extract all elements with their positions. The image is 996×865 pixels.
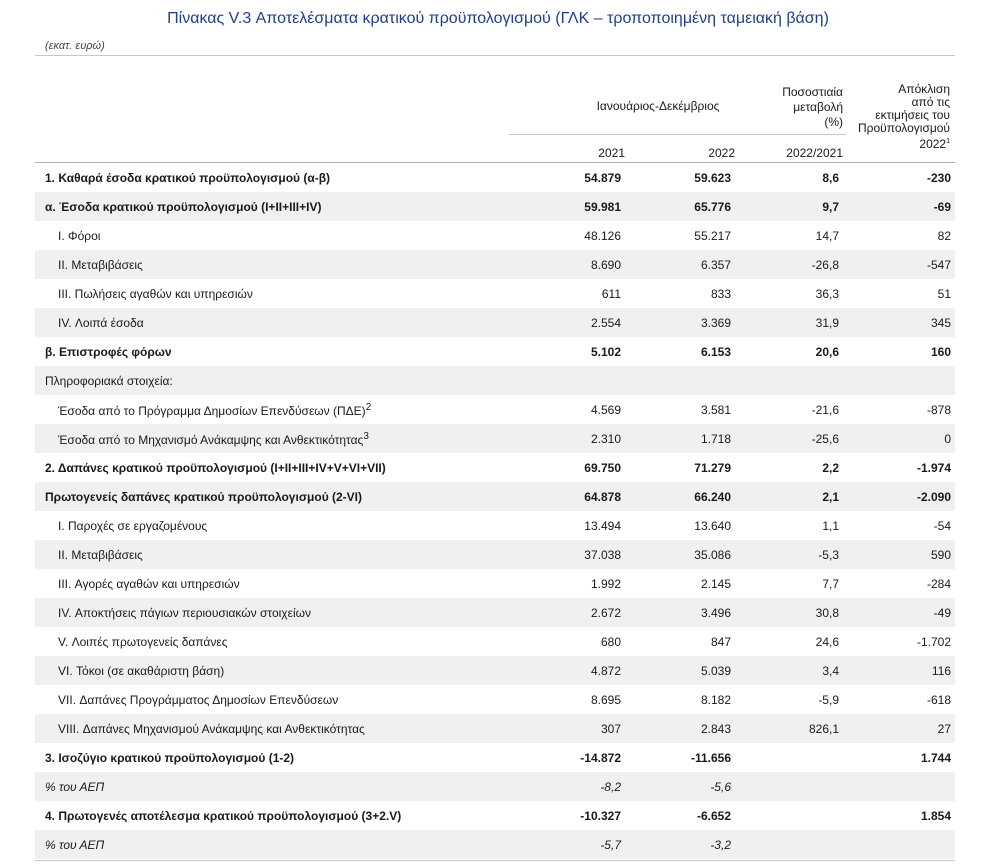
column-gap bbox=[625, 366, 655, 395]
cell-2022: 6.357 bbox=[655, 250, 735, 279]
cell-2021: 8.695 bbox=[590, 692, 621, 707]
cell-2021: 307 bbox=[545, 714, 625, 743]
column-gap bbox=[625, 801, 655, 830]
column-gap bbox=[735, 598, 755, 627]
cell-2021: -8,2 bbox=[545, 772, 625, 801]
row-label bbox=[35, 714, 545, 743]
header-pct-line2: μεταβολή (%) bbox=[793, 100, 843, 129]
row-label bbox=[35, 279, 545, 308]
cell-deviation: 1.854 bbox=[920, 808, 951, 823]
row-label bbox=[35, 366, 545, 395]
row-label-text: I. Παροχές σε εργαζομένους bbox=[58, 518, 208, 533]
row-label bbox=[35, 192, 545, 221]
cell-deviation bbox=[843, 366, 955, 395]
cell-2022: 66.240 bbox=[655, 482, 735, 511]
cell-pct-change: -26,8 bbox=[755, 250, 843, 279]
column-gap bbox=[625, 627, 655, 656]
column-gap bbox=[625, 279, 655, 308]
column-gap bbox=[625, 453, 655, 482]
row-label-text: II. Μεταβιβάσεις bbox=[58, 257, 143, 272]
column-gap bbox=[735, 627, 755, 656]
column-gap bbox=[735, 540, 755, 569]
row-label bbox=[35, 395, 545, 424]
cell-deviation: 51 bbox=[937, 286, 951, 301]
column-gap bbox=[625, 221, 655, 250]
row-label-text: I. Φόροι bbox=[58, 228, 101, 243]
row-label-text: 3. Ισοζύγιο κρατικού προϋπολογισμού (1-2) bbox=[45, 750, 295, 765]
cell-pct-change: 30,8 bbox=[755, 598, 843, 627]
cell-pct-change: -25,6 bbox=[755, 424, 843, 453]
cell-2022: 65.776 bbox=[655, 192, 735, 221]
cell-deviation: -1.702 bbox=[916, 634, 951, 649]
cell-2022: 71.279 bbox=[694, 460, 731, 475]
table-row bbox=[35, 395, 955, 424]
header-year-2022: 2022 bbox=[708, 146, 735, 160]
row-label-text: % του ΑΕΠ bbox=[45, 779, 105, 794]
cell-2022: -5,6 bbox=[655, 772, 735, 801]
budget-table bbox=[35, 163, 955, 859]
row-label-text: Πληροφοριακά στοιχεία: bbox=[45, 373, 173, 388]
table-row bbox=[35, 337, 955, 366]
cell-pct-change: 826,1 bbox=[755, 714, 843, 743]
column-gap bbox=[735, 569, 755, 598]
row-label bbox=[35, 453, 545, 482]
header-pct-line1: Ποσοστιαία bbox=[782, 85, 843, 99]
table-header bbox=[35, 56, 955, 162]
row-label bbox=[35, 627, 545, 656]
cell-2021: 4.569 bbox=[590, 402, 621, 417]
column-gap bbox=[735, 743, 755, 772]
header-dev-line2: από τις bbox=[911, 95, 950, 109]
table-row bbox=[35, 569, 955, 598]
table-row bbox=[35, 627, 955, 656]
cell-2021: 1.992 bbox=[590, 576, 621, 591]
column-gap bbox=[625, 511, 655, 540]
cell-deviation: -54 bbox=[933, 518, 951, 533]
row-label bbox=[35, 801, 545, 830]
row-label bbox=[35, 221, 545, 250]
table-title: Πίνακας V.3 Αποτελέσματα κρατικού προϋπολογισμού (ΓΛΚ – τροποποιημένη ταμειακή βάση) bbox=[167, 10, 829, 27]
row-label bbox=[35, 772, 545, 801]
cell-2021: 2.310 bbox=[545, 424, 625, 453]
table-row bbox=[35, 511, 955, 540]
cell-2021: 54.879 bbox=[584, 170, 621, 185]
header-deviation bbox=[845, 83, 950, 151]
table-row bbox=[35, 743, 955, 772]
cell-deviation: -547 bbox=[843, 250, 955, 279]
cell-2021: 64.878 bbox=[545, 482, 625, 511]
table-row bbox=[35, 540, 955, 569]
header-dev-line4: Προϋπολογισμού bbox=[858, 121, 950, 135]
cell-2021: 13.494 bbox=[584, 518, 621, 533]
cell-2022: 3.496 bbox=[655, 598, 735, 627]
cell-2022: 5.039 bbox=[655, 656, 735, 685]
cell-pct-change: 2,2 bbox=[822, 460, 839, 475]
column-gap bbox=[625, 743, 655, 772]
row-label bbox=[35, 743, 545, 772]
row-label bbox=[35, 569, 545, 598]
cell-2021: 2.672 bbox=[545, 598, 625, 627]
row-label-text: VIII. Δαπάνες Μηχανισμού Ανάκαμψης και Ανθεκτικότητας bbox=[58, 721, 365, 736]
row-label bbox=[35, 163, 545, 192]
row-label-text: 2. Δαπάνες κρατικού προϋπολογισμού (I+II+III+IV+V+VI+VII) bbox=[45, 460, 386, 475]
row-label bbox=[35, 511, 545, 540]
cell-pct-change: 24,6 bbox=[815, 634, 839, 649]
cell-2021: 48.126 bbox=[584, 228, 621, 243]
table-row bbox=[35, 714, 955, 743]
table-row bbox=[35, 772, 955, 801]
row-label-text: Έσοδα από το Πρόγραμμα Δημοσίων Επενδύσεων (ΠΔΕ) bbox=[58, 403, 366, 418]
cell-deviation: 590 bbox=[843, 540, 955, 569]
units-note: (εκατ. ευρώ) bbox=[45, 40, 105, 52]
cell-2021 bbox=[545, 366, 625, 395]
cell-deviation: 160 bbox=[930, 344, 951, 359]
cell-2022: 55.217 bbox=[694, 228, 731, 243]
cell-pct-change bbox=[755, 772, 843, 801]
column-gap bbox=[735, 511, 755, 540]
header-dev-year: 2022 bbox=[919, 137, 947, 151]
cell-2022: 59.623 bbox=[694, 170, 731, 185]
header-years-pct: 2022/2021 bbox=[786, 146, 843, 160]
table-row bbox=[35, 308, 955, 337]
header-dev-line1: Απόκλιση bbox=[898, 82, 950, 96]
header-pct-change bbox=[775, 85, 843, 130]
row-label bbox=[35, 830, 545, 859]
column-gap bbox=[735, 192, 755, 221]
column-gap bbox=[735, 685, 755, 714]
row-label-text: Έσοδα από το Μηχανισμό Ανάκαμψης και Ανθεκτικότητας bbox=[58, 432, 364, 447]
cell-2021: -5,7 bbox=[545, 830, 625, 859]
cell-deviation: -2.090 bbox=[843, 482, 955, 511]
cell-pct-change: 31,9 bbox=[755, 308, 843, 337]
cell-deviation: -230 bbox=[926, 170, 951, 185]
column-gap bbox=[735, 163, 755, 192]
row-label bbox=[35, 424, 545, 453]
header-year-2021: 2021 bbox=[598, 146, 625, 160]
row-label-text: VI. Τόκοι (σε ακαθάριστη βάση) bbox=[58, 663, 225, 678]
table-row bbox=[35, 424, 955, 453]
bottom-rule bbox=[35, 860, 955, 861]
cell-pct-change: 8,6 bbox=[822, 170, 839, 185]
table-row bbox=[35, 366, 955, 395]
column-gap bbox=[735, 308, 755, 337]
cell-pct-change: 2,1 bbox=[755, 482, 843, 511]
cell-2021: 69.750 bbox=[584, 460, 621, 475]
cell-2022: 6.153 bbox=[700, 344, 731, 359]
column-gap bbox=[625, 192, 655, 221]
column-gap bbox=[625, 685, 655, 714]
row-label bbox=[35, 482, 545, 511]
cell-deviation: -49 bbox=[843, 598, 955, 627]
table-row bbox=[35, 598, 955, 627]
table-row bbox=[35, 656, 955, 685]
column-gap bbox=[735, 801, 755, 830]
cell-2022: 833 bbox=[710, 286, 731, 301]
row-footnote: 2 bbox=[365, 401, 372, 413]
column-gap bbox=[735, 279, 755, 308]
row-label bbox=[35, 656, 545, 685]
column-gap bbox=[625, 656, 655, 685]
cell-2022: 3.369 bbox=[655, 308, 735, 337]
column-gap bbox=[735, 250, 755, 279]
cell-2022: 2.145 bbox=[700, 576, 731, 591]
cell-deviation: -1.974 bbox=[916, 460, 951, 475]
cell-2022: 847 bbox=[710, 634, 731, 649]
column-gap bbox=[735, 366, 755, 395]
column-gap bbox=[735, 714, 755, 743]
table-row bbox=[35, 279, 955, 308]
row-label-text: % του ΑΕΠ bbox=[45, 837, 105, 852]
cell-pct-change bbox=[755, 366, 843, 395]
column-gap bbox=[625, 598, 655, 627]
column-gap bbox=[625, 772, 655, 801]
column-gap bbox=[625, 424, 655, 453]
cell-deviation: 82 bbox=[937, 228, 951, 243]
column-gap bbox=[625, 482, 655, 511]
cell-pct-change: 1,1 bbox=[822, 518, 839, 533]
cell-deviation: -284 bbox=[926, 576, 951, 591]
row-label-text: Πρωτογενείς δαπάνες κρατικού προϋπολογισμού (2-VI) bbox=[45, 489, 363, 504]
cell-pct-change: 36,3 bbox=[815, 286, 839, 301]
cell-pct-change: -5,3 bbox=[755, 540, 843, 569]
row-label-text: V. Λοιπές πρωτογενείς δαπάνες bbox=[58, 634, 228, 649]
cell-pct-change: -21,6 bbox=[811, 402, 839, 417]
cell-pct-change bbox=[755, 743, 843, 772]
row-label-text: III. Πωλήσεις αγαθών και υπηρεσιών bbox=[58, 286, 253, 301]
cell-pct-change: -5,9 bbox=[818, 692, 839, 707]
row-label bbox=[35, 685, 545, 714]
column-gap bbox=[625, 337, 655, 366]
row-label-text: IV. Λοιπά έσοδα bbox=[58, 315, 144, 330]
cell-pct-change: 3,4 bbox=[755, 656, 843, 685]
cell-deviation: 0 bbox=[843, 424, 955, 453]
table-row bbox=[35, 192, 955, 221]
column-gap bbox=[625, 308, 655, 337]
row-label bbox=[35, 250, 545, 279]
row-label-text: IV. Αποκτήσεις πάγιων περιουσιακών στοιχείων bbox=[58, 605, 311, 620]
table-row bbox=[35, 801, 955, 830]
table-row bbox=[35, 250, 955, 279]
cell-pct-change bbox=[755, 830, 843, 859]
table-row bbox=[35, 482, 955, 511]
cell-2022: 8.182 bbox=[700, 692, 731, 707]
row-label-text: α. Έσοδα κρατικού προϋπολογισμού (I+II+III+IV) bbox=[45, 199, 322, 214]
column-gap bbox=[735, 337, 755, 366]
table-row bbox=[35, 163, 955, 192]
row-label-text: β. Επιστροφές φόρων bbox=[45, 344, 172, 359]
cell-2021: 2.554 bbox=[545, 308, 625, 337]
cell-2021: 37.038 bbox=[545, 540, 625, 569]
column-gap bbox=[735, 453, 755, 482]
row-label-text: II. Μεταβιβάσεις bbox=[58, 547, 143, 562]
cell-2021: -10.327 bbox=[580, 808, 621, 823]
column-gap bbox=[735, 656, 755, 685]
cell-2022 bbox=[655, 366, 735, 395]
cell-2022: -3,2 bbox=[655, 830, 735, 859]
header-dev-footnote: 1 bbox=[946, 138, 950, 145]
cell-2021: -14.872 bbox=[580, 750, 621, 765]
cell-pct-change: 9,7 bbox=[755, 192, 843, 221]
column-gap bbox=[735, 830, 755, 859]
cell-deviation bbox=[843, 772, 955, 801]
row-label-text: 1. Καθαρά έσοδα κρατικού προϋπολογισμού (α-β) bbox=[45, 170, 331, 185]
table-row bbox=[35, 453, 955, 482]
column-gap bbox=[625, 540, 655, 569]
cell-2022: 13.640 bbox=[694, 518, 731, 533]
row-label-text: VII. Δαπάνες Προγράμματος Δημοσίων Επενδύσεων bbox=[58, 692, 339, 707]
cell-pct-change: 7,7 bbox=[822, 576, 839, 591]
column-gap bbox=[735, 482, 755, 511]
table-row bbox=[35, 685, 955, 714]
column-gap bbox=[625, 250, 655, 279]
column-gap bbox=[625, 163, 655, 192]
cell-pct-change: 20,6 bbox=[815, 344, 839, 359]
column-gap bbox=[625, 714, 655, 743]
cell-2021: 5.102 bbox=[590, 344, 621, 359]
row-label bbox=[35, 540, 545, 569]
column-gap bbox=[625, 830, 655, 859]
column-gap bbox=[735, 221, 755, 250]
cell-2021: 59.981 bbox=[545, 192, 625, 221]
cell-deviation bbox=[843, 830, 955, 859]
header-pct-rule bbox=[742, 134, 846, 135]
column-gap bbox=[735, 395, 755, 424]
row-label-text: III. Αγορές αγαθών και υπηρεσιών bbox=[58, 576, 240, 591]
cell-deviation: 116 bbox=[843, 656, 955, 685]
header-period-rule bbox=[509, 134, 773, 135]
row-footnote: 3 bbox=[363, 430, 369, 442]
cell-2021: 680 bbox=[600, 634, 621, 649]
row-label bbox=[35, 308, 545, 337]
cell-2022: 35.086 bbox=[655, 540, 735, 569]
cell-2022: -6.652 bbox=[696, 808, 731, 823]
row-label-text: 4. Πρωτογενές αποτέλεσμα κρατικού προϋπολογισμού (3+2.V) bbox=[45, 808, 402, 823]
cell-deviation: 1.744 bbox=[920, 750, 951, 765]
cell-2022: 2.843 bbox=[655, 714, 735, 743]
cell-2021: 611 bbox=[601, 286, 621, 301]
row-label bbox=[35, 337, 545, 366]
cell-deviation: -618 bbox=[926, 692, 951, 707]
cell-2022: 3.581 bbox=[700, 402, 731, 417]
column-gap bbox=[625, 395, 655, 424]
column-gap bbox=[735, 772, 755, 801]
header-period: Ιανουάριος-Δεκέμβριος bbox=[596, 99, 720, 113]
table-row bbox=[35, 221, 955, 250]
cell-deviation: -69 bbox=[843, 192, 955, 221]
header-dev-line3: εκτιμήσεις του bbox=[875, 108, 950, 122]
cell-pct-change: 14,7 bbox=[815, 228, 839, 243]
cell-2021: 4.872 bbox=[545, 656, 625, 685]
table-row bbox=[35, 830, 955, 859]
row-label bbox=[35, 598, 545, 627]
cell-deviation: 345 bbox=[843, 308, 955, 337]
cell-2021: 8.690 bbox=[545, 250, 625, 279]
cell-pct-change bbox=[755, 801, 843, 830]
column-gap bbox=[735, 424, 755, 453]
cell-2022: 1.718 bbox=[655, 424, 735, 453]
cell-deviation: 27 bbox=[843, 714, 955, 743]
cell-deviation: -878 bbox=[926, 402, 951, 417]
column-gap bbox=[625, 569, 655, 598]
cell-2022: -11.656 bbox=[690, 750, 731, 765]
header-dev-line5 bbox=[845, 135, 950, 151]
